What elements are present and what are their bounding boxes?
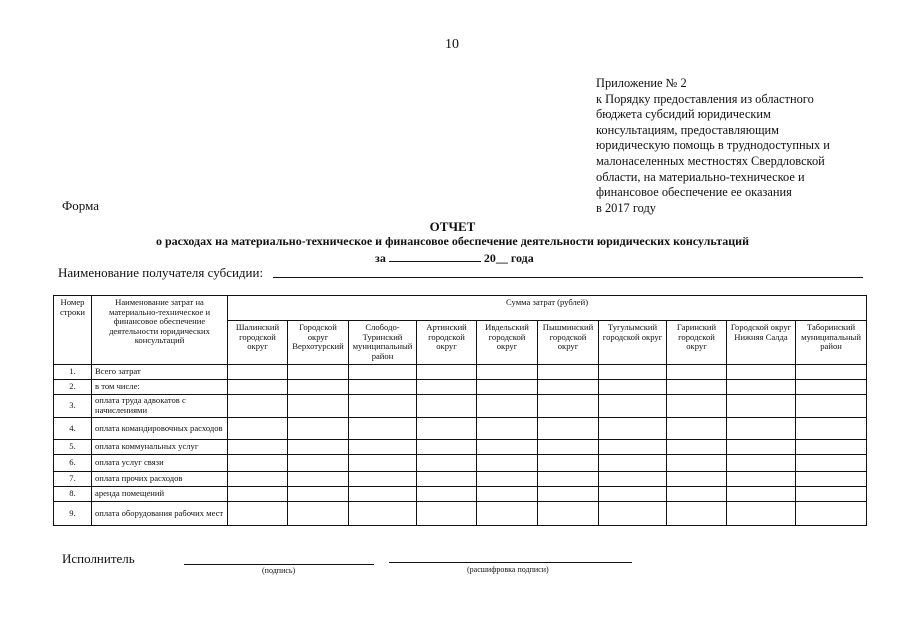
amount-cell[interactable] (599, 365, 667, 380)
recipient-label: Наименование получателя субсидии: (58, 265, 264, 280)
amount-cell[interactable] (538, 440, 599, 455)
signature-field[interactable] (184, 564, 374, 565)
table-row (54, 502, 867, 526)
period-year: 20__ года (483, 251, 534, 265)
row-number: 9. (54, 502, 92, 526)
amount-cell[interactable] (727, 365, 796, 380)
amount-cell[interactable] (228, 395, 288, 418)
amount-cell[interactable] (417, 365, 477, 380)
row-label: оплата услуг связи (92, 455, 228, 472)
amount-cell[interactable] (599, 472, 667, 487)
amount-cell[interactable] (727, 472, 796, 487)
table-row (54, 395, 867, 418)
row-label: в том числе: (92, 380, 228, 395)
amount-cell[interactable] (538, 472, 599, 487)
recipient-field[interactable] (273, 277, 863, 278)
amount-cell[interactable] (796, 380, 867, 395)
header-total-sum: Сумма затрат (рублей) (228, 296, 867, 321)
header-expense-name: Наименование затрат на материально-техническое и финансовое обеспечение деятельности юридических консультаций (92, 296, 228, 365)
amount-cell[interactable] (667, 502, 727, 526)
row-label: аренда помещений (92, 487, 228, 502)
amount-cell[interactable] (477, 440, 538, 455)
amount-cell[interactable] (796, 365, 867, 380)
amount-cell[interactable] (667, 487, 727, 502)
amount-cell[interactable] (349, 380, 417, 395)
row-label: Всего затрат (92, 365, 228, 380)
amount-cell[interactable] (228, 502, 288, 526)
district-header: Артинский городской округ (417, 321, 477, 365)
amount-cell[interactable] (288, 380, 349, 395)
amount-cell[interactable] (727, 455, 796, 472)
district-header: Ивдельский городской округ (477, 321, 538, 365)
table-row (54, 472, 867, 487)
amount-cell[interactable] (417, 418, 477, 440)
amount-cell[interactable] (288, 472, 349, 487)
table-row (54, 487, 867, 502)
amount-cell[interactable] (538, 487, 599, 502)
amount-cell[interactable] (349, 418, 417, 440)
decode-caption: (расшифровка подписи) (467, 565, 549, 574)
amount-cell[interactable] (667, 472, 727, 487)
amount-cell[interactable] (477, 487, 538, 502)
amount-cell[interactable] (796, 418, 867, 440)
row-number: 7. (54, 472, 92, 487)
amount-cell[interactable] (477, 502, 538, 526)
appendix-note (596, 76, 866, 216)
amount-cell[interactable] (538, 455, 599, 472)
amount-cell[interactable] (228, 487, 288, 502)
row-number: 6. (54, 455, 92, 472)
amount-cell[interactable] (727, 440, 796, 455)
amount-cell[interactable] (667, 440, 727, 455)
amount-cell[interactable] (667, 418, 727, 440)
row-number: 2. (54, 380, 92, 395)
amount-cell[interactable] (349, 472, 417, 487)
amount-cell[interactable] (727, 418, 796, 440)
amount-cell[interactable] (727, 502, 796, 526)
amount-cell[interactable] (288, 418, 349, 440)
period-blank[interactable] (389, 249, 481, 262)
table-row (54, 455, 867, 472)
amount-cell[interactable] (288, 487, 349, 502)
district-header: Тугулымский городской округ (599, 321, 667, 365)
appendix-line: области, на материально-техническое и (596, 169, 805, 184)
amount-cell[interactable] (599, 380, 667, 395)
district-header: Пышминский городской округ (538, 321, 599, 365)
amount-cell[interactable] (796, 395, 867, 418)
expense-table (53, 295, 867, 526)
amount-cell[interactable] (228, 455, 288, 472)
amount-cell[interactable] (349, 440, 417, 455)
amount-cell[interactable] (349, 365, 417, 380)
form-label: Форма (62, 198, 99, 213)
district-header: Таборинский муниципальный район (796, 321, 867, 365)
amount-cell[interactable] (288, 502, 349, 526)
amount-cell[interactable] (417, 440, 477, 455)
amount-cell[interactable] (417, 380, 477, 395)
amount-cell[interactable] (417, 472, 477, 487)
amount-cell[interactable] (417, 455, 477, 472)
appendix-line: бюджета субсидий юридическим (596, 107, 771, 122)
table-row (54, 418, 867, 440)
amount-cell[interactable] (288, 365, 349, 380)
amount-cell[interactable] (228, 418, 288, 440)
row-number: 5. (54, 440, 92, 455)
amount-cell[interactable] (228, 472, 288, 487)
amount-cell[interactable] (599, 455, 667, 472)
amount-cell[interactable] (667, 395, 727, 418)
report-subtitle: о расходах на материально-техническое и финансовое обеспечение деятельности юридических консультаций (155, 234, 750, 248)
amount-cell[interactable] (796, 502, 867, 526)
amount-cell[interactable] (228, 380, 288, 395)
table-row (54, 365, 867, 380)
amount-cell[interactable] (417, 487, 477, 502)
appendix-line: малонаселенных местностях Свердловской (596, 153, 825, 168)
amount-cell[interactable] (599, 487, 667, 502)
amount-cell[interactable] (538, 395, 599, 418)
table-row (54, 440, 867, 455)
amount-cell[interactable] (477, 418, 538, 440)
amount-cell[interactable] (796, 487, 867, 502)
amount-cell[interactable] (667, 380, 727, 395)
row-number: 8. (54, 487, 92, 502)
district-header: Гаринский городской округ (667, 321, 727, 365)
row-label: оплата оборудования рабочих мест (92, 502, 228, 526)
amount-cell[interactable] (727, 395, 796, 418)
amount-cell[interactable] (796, 472, 867, 487)
row-label: оплата труда адвокатов с начислениями (92, 395, 228, 418)
header-row-number: Номер строки (54, 296, 92, 365)
amount-cell[interactable] (288, 455, 349, 472)
amount-cell[interactable] (349, 487, 417, 502)
appendix-line: финансовое обеспечение ее оказания (596, 185, 792, 200)
signature-caption: (подпись) (262, 566, 296, 575)
amount-cell[interactable] (599, 418, 667, 440)
amount-cell[interactable] (288, 440, 349, 455)
amount-cell[interactable] (417, 395, 477, 418)
table-body (54, 365, 867, 526)
amount-cell[interactable] (796, 440, 867, 455)
appendix-line: к Порядку предоставления из областного (596, 91, 814, 106)
row-number: 3. (54, 395, 92, 418)
page-number: 10 (445, 37, 459, 52)
report-period (375, 249, 534, 266)
row-label: оплата командировочных расходов (92, 418, 228, 440)
row-label: оплата прочих расходов (92, 472, 228, 487)
table-row (54, 380, 867, 395)
executor-label: Исполнитель (62, 551, 135, 566)
appendix-line: консультациям, предоставляющим (596, 122, 780, 137)
amount-cell[interactable] (417, 502, 477, 526)
district-header: Слободо-Туринский муниципальный район (349, 321, 417, 365)
row-number: 1. (54, 365, 92, 380)
amount-cell[interactable] (349, 455, 417, 472)
amount-cell[interactable] (538, 502, 599, 526)
amount-cell[interactable] (599, 440, 667, 455)
amount-cell[interactable] (477, 380, 538, 395)
report-title: ОТЧЕТ (429, 219, 476, 234)
row-label: оплата коммунальных услуг (92, 440, 228, 455)
amount-cell[interactable] (599, 502, 667, 526)
district-header: Шалинский городской округ (228, 321, 288, 365)
amount-cell[interactable] (228, 440, 288, 455)
amount-cell[interactable] (796, 455, 867, 472)
amount-cell[interactable] (477, 472, 538, 487)
appendix-line: в 2017 году (596, 200, 656, 215)
district-header: Городской округ Нижняя Салда (727, 321, 796, 365)
period-prefix: за (375, 251, 386, 265)
amount-cell[interactable] (477, 365, 538, 380)
amount-cell[interactable] (228, 365, 288, 380)
amount-cell[interactable] (349, 395, 417, 418)
row-number: 4. (54, 418, 92, 440)
amount-cell[interactable] (727, 487, 796, 502)
amount-cell[interactable] (599, 395, 667, 418)
amount-cell[interactable] (477, 455, 538, 472)
district-header: Городской округ Верхотурский (288, 321, 349, 365)
amount-cell[interactable] (538, 365, 599, 380)
amount-cell[interactable] (727, 380, 796, 395)
amount-cell[interactable] (538, 380, 599, 395)
amount-cell[interactable] (538, 418, 599, 440)
amount-cell[interactable] (349, 502, 417, 526)
amount-cell[interactable] (667, 455, 727, 472)
amount-cell[interactable] (477, 395, 538, 418)
appendix-line: юридическую помощь в труднодоступных и (596, 138, 830, 153)
amount-cell[interactable] (288, 395, 349, 418)
signature-decode-field[interactable] (389, 562, 632, 563)
amount-cell[interactable] (667, 365, 727, 380)
appendix-line: Приложение № 2 (596, 76, 687, 90)
